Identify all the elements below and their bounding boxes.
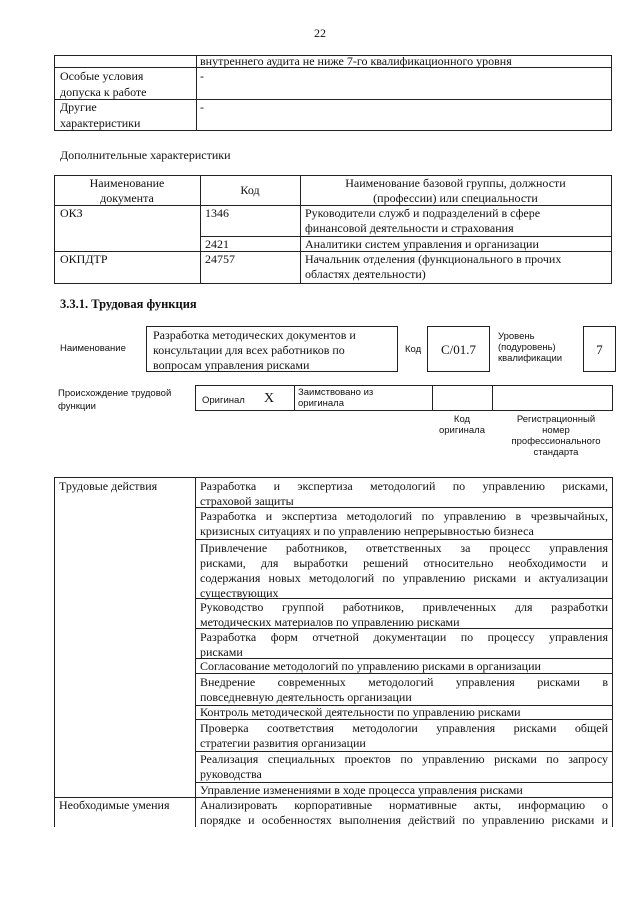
origin-label: Происхождение трудовой функции [58,388,172,412]
borrowed-label: Заимствовано из оригинала [298,387,374,409]
special-conditions-label: Особые условия допуска к работе [60,69,147,99]
table-row-name: Аналитики систем управления и организации [305,237,539,251]
list-item: Контроль методической деятельности по управлению рисками [200,705,521,719]
labor-actions-label: Трудовые действия [59,479,158,493]
table-row-doc: ОКЗ [60,206,83,220]
list-item: Проверка соответствия методологии управления рисками общей стратегии развития организации [200,721,608,750]
code-label: Код [405,344,422,355]
col-header-group-name: Наименование базовой группы, должности (профессии) или специальности [345,176,566,205]
special-conditions-value: - [200,69,204,83]
page-number: 22 [314,26,326,40]
qualification-level-box: 7 [583,326,616,372]
registration-number-caption: Регистрационный номер профессионального стандарта [511,414,601,458]
function-code-box: С/01.7 [427,326,490,372]
list-item: Руководство группой работников, привлеченных для разработки методических материалов по управлению рисками [200,600,608,629]
required-skills-label: Необходимые умения [59,798,170,812]
list-item: Согласование методологий по управлению рисками в организации [200,659,541,673]
original-mark: X [264,391,275,406]
list-item: Реализация специальных проектов по управлению рисками по запросу руководства [200,752,608,781]
list-item: Внедрение современных методологий управления рисками в повседневную деятельность организации [200,675,608,704]
table-row-doc: ОКПДТР [60,252,108,266]
required-skills-text: Анализировать корпоративные нормативные акты, информацию о порядке и особенностях выполнения действий по управлению рисками и [200,798,608,827]
other-characteristics-label: Другие характеристики [60,100,141,130]
table-row-code: 1346 [205,206,229,220]
table-row-name: Начальник отделения (функционального в прочих областях деятельности) [305,252,562,281]
list-item: Привлечение работников, ответственных за процесс управления рисками, для выработки решений относительно необходимости и содержания новых методологий по управлению рисками и актуализации существующих [200,541,608,600]
section-title: 3.3.1. Трудовая функция [60,297,197,311]
col-header-code: Код [240,183,260,197]
qualification-requirement-text: внутреннего аудита не ниже 7-го квалификационного уровня [200,54,512,68]
col-header-document: Наименование документа [89,176,165,205]
other-characteristics-value: - [200,100,204,114]
original-label: Оригинал [202,395,245,406]
function-name-box: Разработка методических документов и консультации для всех работников по вопросам управления рисками [146,326,398,372]
original-code-caption: Код оригинала [438,414,485,436]
list-item: Разработка форм отчетной документации по процессу управления рисками [200,630,608,659]
table-row-code: 24757 [205,252,235,266]
additional-characteristics-title: Дополнительные характеристики [60,148,231,162]
table-row-name: Руководители служб и подразделений в сфере финансовой деятельности и страхования [305,206,541,235]
table-row-code: 2421 [205,237,229,251]
list-item: Разработка и экспертиза методологий по управлению рисками, страховой защиты [200,479,608,508]
function-name-label: Наименование [60,343,126,354]
qualification-level-label: Уровень (подуровень) квалификации [498,331,563,364]
list-item: Разработка и экспертиза методологий по управлению в чрезвычайных, кризисных ситуациях и по управлению непрерывностью бизнеса [200,509,608,538]
list-item: Управление изменениями в ходе процесса управления рисками [200,783,523,797]
